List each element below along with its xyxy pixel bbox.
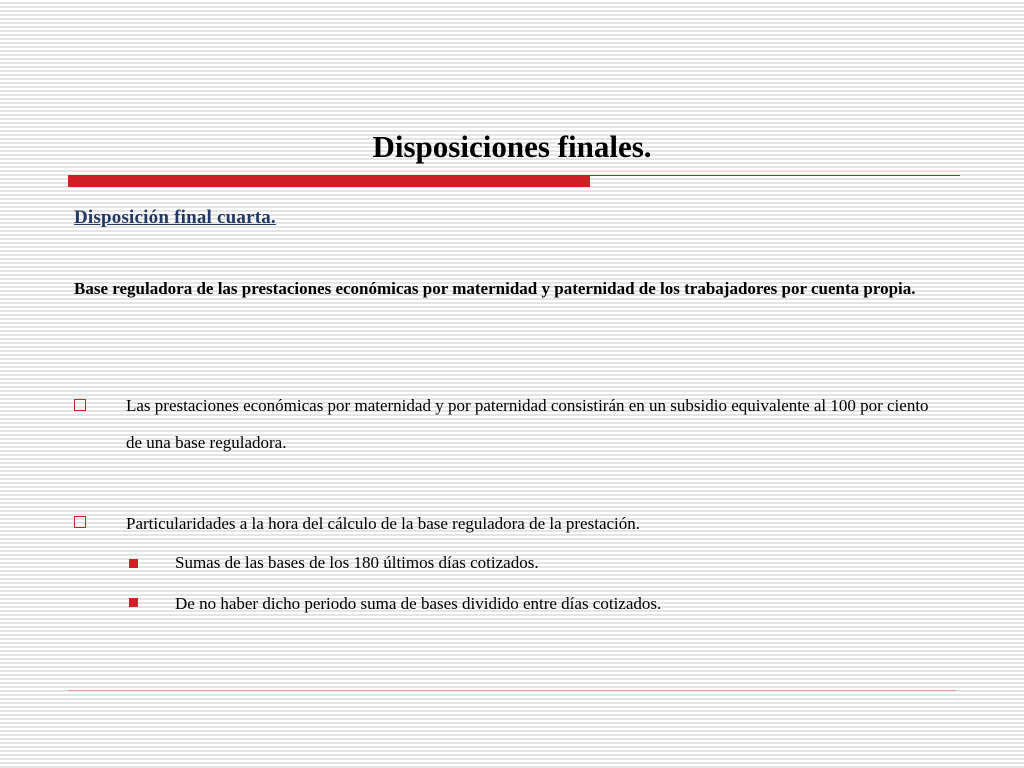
hollow-square-bullet-icon (74, 516, 86, 528)
section-heading: Disposición final cuarta. (74, 207, 276, 228)
bullet-item: Las prestaciones económicas por maternidad y por paternidad consistirán en un subsidio equivalente al 100 por ciento de una base reguladora. (126, 396, 929, 452)
bullet-item: Particularidades a la hora del cálculo de la base reguladora de la prestación. (126, 514, 641, 533)
title-rule-thick (68, 175, 590, 187)
filled-square-bullet-icon (129, 559, 138, 568)
hollow-square-bullet-icon (74, 399, 86, 411)
sub-bullet-item: Sumas de las bases de los 180 últimos días cotizados. (175, 553, 539, 572)
intro-paragraph: Base reguladora de las prestaciones económicas por maternidad y paternidad de los trabajadores por cuenta propia. (74, 279, 916, 298)
slide-title: Disposiciones finales. (372, 129, 652, 164)
footer-rule (68, 690, 956, 691)
sub-bullet-item: De no haber dicho periodo suma de bases dividido entre días cotizados. (175, 594, 662, 613)
title-rule-thin (590, 175, 960, 176)
filled-square-bullet-icon (129, 598, 138, 607)
